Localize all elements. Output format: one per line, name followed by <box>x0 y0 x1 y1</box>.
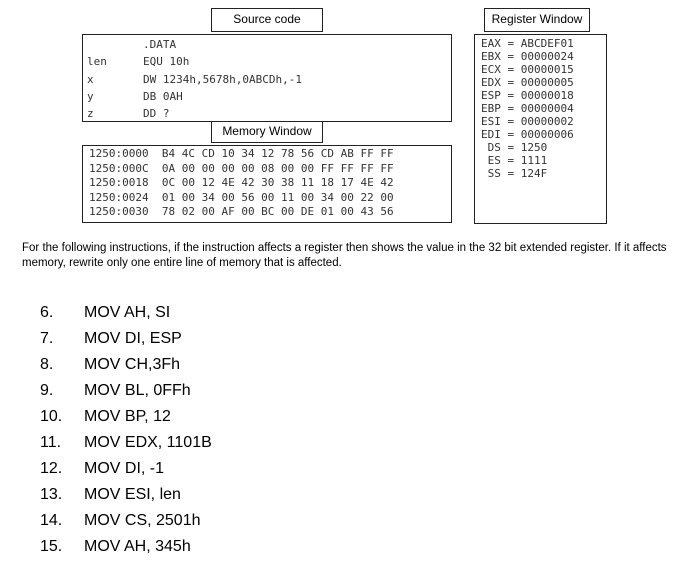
memory-line: 1250:0018 0C 00 12 4E 42 30 38 11 18 17 4E 42 <box>89 176 394 189</box>
memory-window-title: Memory Window <box>211 121 323 143</box>
source-row <box>83 88 451 105</box>
register-line: SS = 124F <box>481 167 548 180</box>
source-row <box>83 105 451 122</box>
question-number: 14. <box>40 512 63 529</box>
source-row <box>83 36 451 53</box>
register-window-title: Register Window <box>484 8 590 32</box>
source-code-text: DW 1234h,5678h,0ABCDh,-1 <box>143 73 302 86</box>
register-line: ES = 1111 <box>481 154 548 167</box>
source-code-text: .DATA <box>143 38 177 51</box>
list-item <box>40 300 170 326</box>
list-item <box>40 404 171 430</box>
source-code-text: EQU 10h <box>143 55 190 68</box>
question-number: 13. <box>40 486 63 503</box>
question-number: 8. <box>40 356 54 373</box>
source-label: x <box>87 73 94 86</box>
source-row <box>83 53 451 70</box>
register-line: DS = 1250 <box>481 141 548 154</box>
register-line: EBP = 00000004 <box>481 102 574 115</box>
question-text: MOV DI, ESP <box>84 330 182 347</box>
list-item <box>40 430 212 456</box>
memory-line: 1250:0000 B4 4C CD 10 34 12 78 56 CD AB FF FF <box>89 147 394 160</box>
register-line: EBX = 00000024 <box>481 50 574 63</box>
source-label: len <box>87 55 107 68</box>
list-item <box>40 456 164 482</box>
list-item <box>40 378 191 404</box>
question-number: 15. <box>40 538 63 555</box>
register-line: ECX = 00000015 <box>481 63 574 76</box>
instructions-paragraph: For the following instructions, if the instruction affects a register then shows the value in the 32 bit extended register. If it affects memory, rewrite only one entire line of memory that is affected. <box>22 242 667 269</box>
memory-line: 1250:000C 0A 00 00 00 00 08 00 00 FF FF FF FF <box>89 161 394 175</box>
list-item <box>40 508 201 534</box>
question-number: 11. <box>40 434 62 451</box>
question-number: 12. <box>40 460 63 477</box>
list-item <box>40 352 180 378</box>
question-number: 10. <box>40 408 63 425</box>
question-number: 6. <box>40 304 54 321</box>
register-line: EDX = 00000005 <box>481 76 574 89</box>
list-item <box>40 534 191 560</box>
question-text: MOV EDX, 1101B <box>84 434 212 451</box>
question-number: 7. <box>40 330 54 347</box>
memory-window-panel <box>82 145 452 223</box>
source-label: y <box>87 90 94 103</box>
question-text: MOV AH, SI <box>84 304 171 321</box>
question-text: MOV ESI, len <box>84 486 181 503</box>
register-window-panel <box>474 34 607 224</box>
question-number: 9. <box>40 382 54 399</box>
list-item <box>40 326 182 352</box>
question-text: MOV CH,3Fh <box>84 356 181 373</box>
source-code-text: DD ? <box>143 107 170 120</box>
question-text: MOV CS, 2501h <box>84 512 201 529</box>
question-text: MOV BL, 0FFh <box>84 382 191 399</box>
register-line: ESI = 00000002 <box>481 115 574 128</box>
source-code-title: Source code <box>211 8 323 32</box>
source-code-panel <box>82 34 452 122</box>
source-row <box>83 71 451 88</box>
source-label: z <box>87 107 94 120</box>
register-line: EAX = ABCDEF01 <box>481 37 574 50</box>
register-line: ESP = 00000018 <box>481 89 574 102</box>
list-item <box>40 482 181 508</box>
source-code-text: DB 0AH <box>143 90 183 103</box>
register-line: EDI = 00000006 <box>481 128 574 141</box>
memory-line: 1250:0024 01 00 34 00 56 00 11 00 34 00 22 00 <box>89 190 394 204</box>
question-text: MOV DI, -1 <box>84 460 165 477</box>
memory-line: 1250:0030 78 02 00 AF 00 BC 00 DE 01 00 43 56 <box>89 205 394 218</box>
question-text: MOV AH, 345h <box>84 538 191 555</box>
question-text: MOV BP, 12 <box>84 408 171 425</box>
